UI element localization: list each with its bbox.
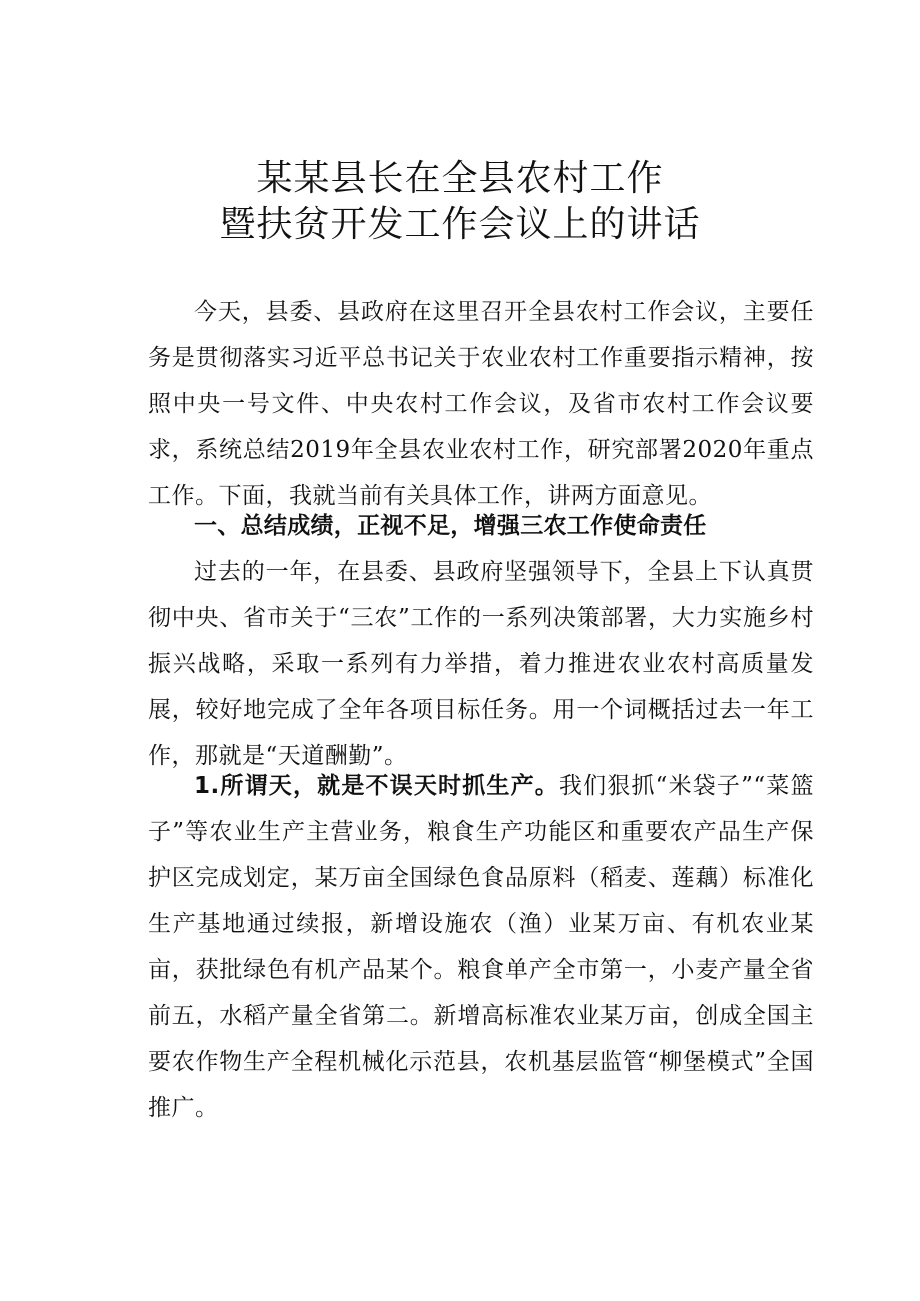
item-1-paragraph bbox=[148, 763, 814, 1131]
item-1-lead: 1.所谓天，就是不误天时抓生产。 bbox=[194, 773, 559, 799]
document-title-line-1: 某某县长在全县农村工作 bbox=[256, 158, 664, 199]
section-1-paragraph: 过去的一年，在县委、县政府坚强领导下，全县上下认真贯彻中央、省市关于“三农”工作的一系列决策部署，大力实施乡村振兴战略，采取一系列有力举措，着力推进农业农村高质量发展，较好地完成了全年各项目标任务。用一个词概括过去一年工作，那就是“天道酬勤”。 bbox=[148, 559, 814, 769]
document-title-line-2: 暨扶贫开发工作会议上的讲话 bbox=[219, 204, 701, 245]
section-1-heading: 一、总结成绩，正视不足，增强三农工作使命责任 bbox=[194, 513, 707, 539]
item-1-text: 我们狠抓“米袋子”“菜篮子”等农业生产主营业务，粮食生产功能区和重要农产品生产保护区完成划定，某万亩全国绿色食品原料（稻麦、莲藕）标准化生产基地通过续报，新增设施农（渔）业某万亩、有机农业某亩，获批绿色有机产品某个。粮食单产全市第一，小麦产量全省前五，水稻产量全省第二。新增高标准农业某万亩，创成全国主要农作物生产全程机械化示范县，农机基层监管“柳堡模式”全国推广。 bbox=[148, 773, 814, 1121]
intro-paragraph: 今天，县委、县政府在这里召开全县农村工作会议，主要任务是贯彻落实习近平总书记关于农业农村工作重要指示精神，按照中央一号文件、中央农村工作会议，及省市农村工作会议要求，系统总结2019年全县农业农村工作，研究部署2020年重点工作。下面，我就当前有关具体工作，讲两方面意见。 bbox=[148, 299, 814, 509]
